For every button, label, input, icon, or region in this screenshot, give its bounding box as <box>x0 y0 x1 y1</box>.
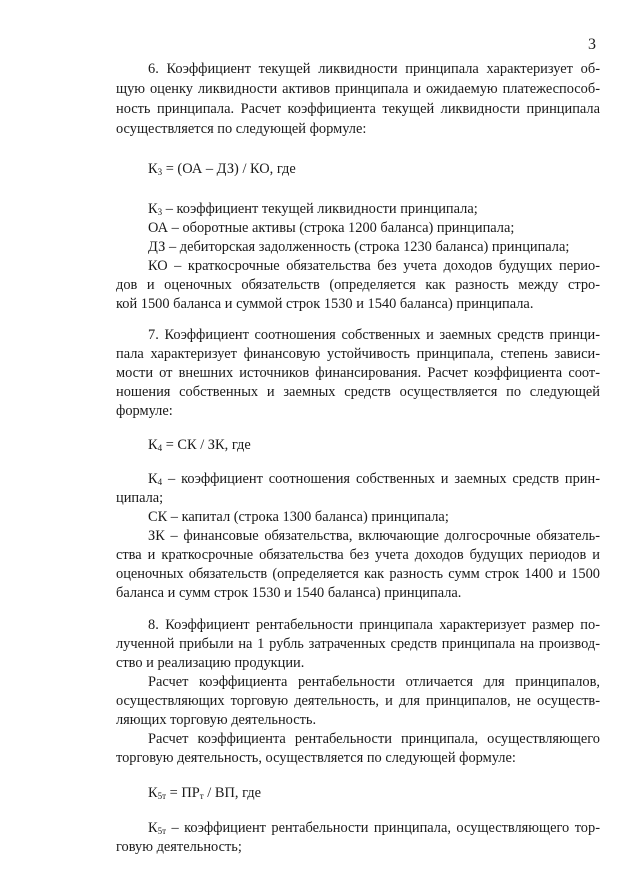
formula-k5t: $К_{5т} = ПР_т$ / ВП, где <box>148 785 261 801</box>
paragraph-line: ство и реализацию продукции. <box>116 655 305 671</box>
paragraph-line: мости от внешних источников финансирования. Расчет коэффициента соот- <box>116 365 600 381</box>
definition-k4: $К_4$ – коэффициент соотношения собственных и заемных средств прин- <box>148 471 600 487</box>
paragraph-line: щую оценку ликвидности активов принципала и ожидаемую платежеспособ- <box>116 81 600 97</box>
paragraph-line: осуществляется по следующей формуле: <box>116 121 367 137</box>
definition-k4: ципала; <box>116 490 164 506</box>
definition-dz: ДЗ – дебиторская задолженность (строка 1230 баланса) принципала; <box>148 239 570 255</box>
definition-zk: баланса и сумм строк 1530 и 1540 баланса) принципала. <box>116 585 462 601</box>
definition-k5t: говую деятельность; <box>116 839 242 855</box>
paragraph-line: ляющих торговую деятельность. <box>116 712 317 728</box>
page-number: 3 <box>588 36 596 53</box>
formula-k4: $К_4$ = СК / ЗК, где <box>148 437 251 453</box>
definition-k5t: $К_{5т}$ – коэффициент рентабельности принципала, осуществляющего тор- <box>148 820 600 836</box>
paragraph-line: формуле: <box>116 403 173 419</box>
formula-k3: $К_3 = (ОА - ДЗ)$ / КО, где <box>148 161 296 177</box>
definition-zk: ства и краткосрочные обязательства без учета доходов будущих периодов и <box>116 547 600 563</box>
definition-sk: СК – капитал (строка 1300 баланса) принципала; <box>148 509 449 525</box>
paragraph-line: 8. Коэффициент рентабельности принципала характеризует размер по- <box>148 617 600 633</box>
definition-ko: дов и оценочных обязательств (определяется как разность между стро- <box>116 277 600 293</box>
paragraph-line: Расчет коэффициента рентабельности принципала, осуществляющего <box>148 731 600 747</box>
paragraph-line: ность принципала. Расчет коэффициента текущей ликвидности принципала <box>116 101 600 117</box>
definition-ko: КО – краткосрочные обязательства без учета доходов будущих перио- <box>148 258 600 274</box>
paragraph-line: 7. Коэффициент соотношения собственных и заемных средств принци- <box>148 327 600 343</box>
paragraph-line: ношения собственных и заемных средств осуществляется по следующей <box>116 384 600 400</box>
paragraph-line: лученной прибыли на 1 рубль затраченных средств принципала на производ- <box>116 636 600 652</box>
definition-zk: ЗК – финансовые обязательства, включающие долгосрочные обязатель- <box>148 528 600 544</box>
definition-zk: оценочных обязательств (определяется как разность сумм строк 1400 и 1500 <box>116 566 600 582</box>
definition-oa: ОА – оборотные активы (строка 1200 баланса) принципала; <box>148 220 515 236</box>
paragraph-line: Расчет коэффициента рентабельности отличается для принципалов, <box>148 674 600 690</box>
paragraph-line: осуществляющих торговую деятельность, и для принципалов, не осуществ- <box>116 693 600 709</box>
paragraph-line: пала характеризует финансовую устойчивость принципала, степень зависи- <box>116 346 600 362</box>
paragraph-line: торговую деятельность, осуществляется по следующей формуле: <box>116 750 516 766</box>
paragraph-line: 6. Коэффициент текущей ликвидности принципала характеризует об- <box>148 61 600 77</box>
definition-k3: $К_3$ – коэффициент текущей ликвидности принципала; <box>148 201 478 217</box>
definition-ko: кой 1500 баланса и суммой строк 1530 и 1540 баланса) принципала. <box>116 296 534 312</box>
